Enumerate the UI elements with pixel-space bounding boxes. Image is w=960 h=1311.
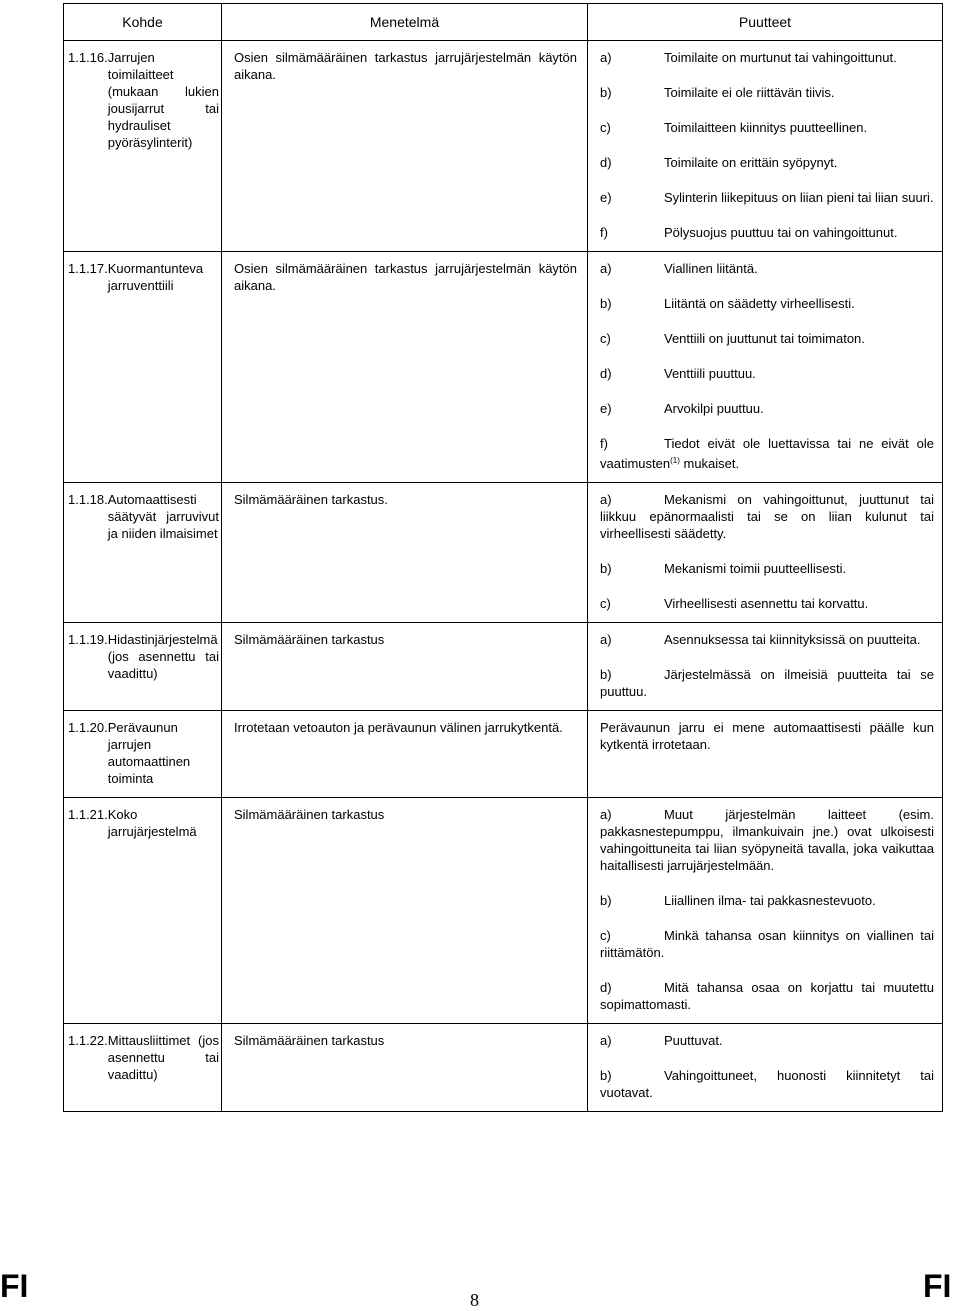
table-row: [64, 1024, 943, 1112]
defects-cell: [588, 623, 943, 711]
item-number: 1.1.18.: [68, 492, 108, 507]
method-cell: Osien silmämääräinen tarkastus jarrujärjestelmän käytön aikana.: [222, 41, 588, 252]
defects-cell: [588, 483, 943, 623]
item-name: Kuormantunteva jarruventtiili: [107, 261, 204, 293]
defect-item: b) Mekanismi toimii puutteellisesti.: [600, 561, 847, 576]
table-row: [64, 41, 943, 252]
method-cell: Silmämääräinen tarkastus: [222, 1024, 588, 1112]
defect-item: b) Vahingoittuneet, huonosti kiinnitetyt tai vuotavat.: [600, 1068, 934, 1100]
kohde-cell: [64, 798, 222, 1024]
defects-cell: [588, 1024, 943, 1112]
defect-item: f) Pölysuojus puuttuu tai on vahingoittunut.: [600, 225, 898, 240]
item-number: 1.1.17.: [68, 261, 108, 276]
header-kohde: Kohde: [64, 4, 222, 41]
defect-item: c) Minkä tahansa osan kiinnitys on viallinen tai riittämätön.: [600, 928, 934, 960]
defect-item: a) Puuttuvat.: [600, 1033, 723, 1048]
table-row: [64, 252, 943, 483]
defects-cell: [588, 798, 943, 1024]
defect-item: a) Mekanismi on vahingoittunut, juuttunut tai liikkuu epänormaalisti tai se on liian kulunut tai virheellisesti säädetty.: [600, 492, 934, 541]
defect-item: c) Virheellisesti asennettu tai korvattu.: [600, 596, 869, 611]
defect-item: d) Venttiili puuttuu.: [600, 366, 756, 381]
inspection-table: [63, 3, 943, 1112]
defect-item: a) Asennuksessa tai kiinnityksissä on puutteita.: [600, 632, 921, 647]
method-cell: Silmämääräinen tarkastus: [222, 623, 588, 711]
method-cell: Osien silmämääräinen tarkastus jarrujärjestelmän käytön aikana.: [222, 252, 588, 483]
defect-item: b) Toimilaite ei ole riittävän tiivis.: [600, 85, 835, 100]
item-name: Hidastinjärjestelmä (jos asennettu tai vaadittu): [107, 632, 219, 681]
table-row: [64, 711, 943, 798]
defect-item: b) Liiallinen ilma- tai pakkasnestevuoto.: [600, 893, 876, 908]
defect-item: d) Toimilaite on erittäin syöpynyt.: [600, 155, 838, 170]
defect-item: b) Järjestelmässä on ilmeisiä puutteita tai se puuttuu.: [600, 667, 934, 699]
page-number: 8: [470, 1290, 479, 1310]
item-name: Automaattisesti säätyvät jarruvivut ja niiden ilmaisimet: [107, 492, 219, 541]
header-row: [64, 4, 943, 41]
method-cell: Silmämääräinen tarkastus.: [222, 483, 588, 623]
header-puutteet: Puutteet: [588, 4, 943, 41]
kohde-cell: [64, 252, 222, 483]
kohde-cell: [64, 1024, 222, 1112]
kohde-cell: [64, 483, 222, 623]
defect-item: a) Toimilaite on murtunut tai vahingoittunut.: [600, 50, 897, 65]
item-name: Perävaunun jarrujen automaattinen toiminta: [107, 720, 191, 786]
defect-item: a) Muut järjestelmän laitteet (esim. pakkasnestepumppu, ilmankuivain jne.) ovat ulkoisesti vahingoittuneita tai liian syöpyneitä tavalla, joka vaikuttaa haitallisesti jarrujärjestelmään.: [600, 807, 934, 873]
item-name: Koko jarrujärjestelmä: [107, 807, 197, 839]
table-row: [64, 483, 943, 623]
defect-item: c) Venttiili on juuttunut tai toimimaton.: [600, 331, 865, 346]
item-name: Jarrujen toimilaitteet (mukaan lukien jousijarrut tai hydrauliset pyöräsylinterit): [107, 50, 219, 150]
item-number: 1.1.16.: [68, 50, 108, 65]
method-cell: Silmämääräinen tarkastus: [222, 798, 588, 1024]
defects-cell: [588, 41, 943, 252]
item-number: 1.1.22.: [68, 1033, 108, 1048]
defects-cell: [588, 252, 943, 483]
defect-item: c) Toimilaitteen kiinnitys puutteellinen.: [600, 120, 868, 135]
item-name: Mittausliittimet (jos asennettu tai vaadittu): [107, 1033, 219, 1082]
defect-item: d) Mitä tahansa osaa on korjattu tai muutettu sopimattomasti.: [600, 980, 934, 1012]
item-number: 1.1.20.: [68, 720, 108, 735]
kohde-cell: [64, 41, 222, 252]
defect-item: f) Tiedot eivät ole luettavissa tai ne eivät ole vaatimusten$^{(1)}$ mukaiset.: [600, 436, 934, 471]
defect-item: b) Liitäntä on säädetty virheellisesti.: [600, 296, 855, 311]
kohde-cell: [64, 711, 222, 798]
defect-item: e) Arvokilpi puuttuu.: [600, 401, 764, 416]
item-number: 1.1.21.: [68, 807, 108, 822]
footer-language-left: FI: [0, 1268, 29, 1304]
table-row: [64, 798, 943, 1024]
header-menetelma: Menetelmä: [222, 4, 588, 41]
defect-item: a) Viallinen liitäntä.: [600, 261, 758, 276]
defects-cell: [588, 711, 943, 798]
footnote-ref: (1): [670, 456, 680, 465]
defect-item: e) Sylinterin liikepituus on liian pieni tai liian suuri.: [600, 190, 934, 205]
kohde-cell: [64, 623, 222, 711]
method-cell: Irrotetaan vetoauton ja perävaunun välinen jarrukytkentä.: [222, 711, 588, 798]
footer-language-right: FI: [923, 1268, 952, 1304]
defect-item: Perävaunun jarru ei mene automaattisesti päälle kun kytkentä irrotetaan.: [600, 720, 934, 752]
item-number: 1.1.19.: [68, 632, 108, 647]
table-row: [64, 623, 943, 711]
